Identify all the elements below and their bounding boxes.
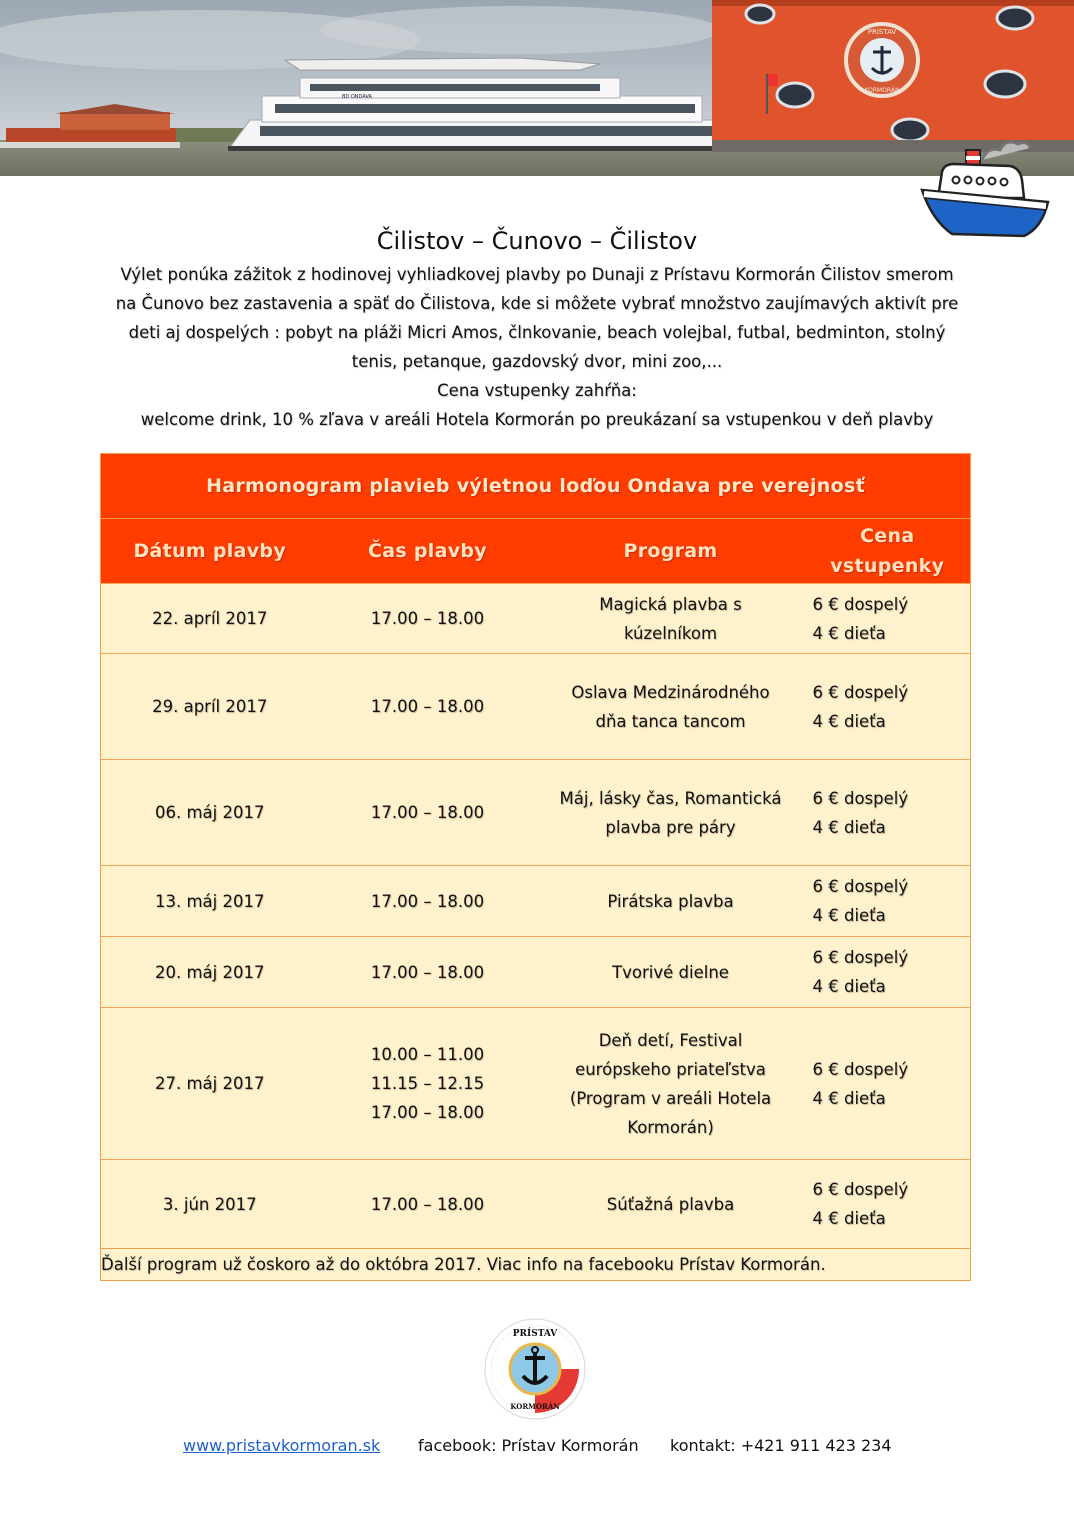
- time-line: 17.00 – 18.00: [370, 609, 485, 628]
- table-row: [101, 937, 971, 1008]
- row-price: [805, 937, 971, 1008]
- price-includes-label: Cena vstupenky zahŕňa:: [437, 381, 637, 400]
- footer-note: Ďalší program už čoskoro až do októbra 2017. Viac info na facebooku Prístav Kormorán.: [101, 1249, 971, 1281]
- row-date: 06. máj 2017: [101, 760, 319, 866]
- program-line: Kormorán): [627, 1117, 714, 1137]
- time-line: 17.00 – 18.00: [370, 891, 485, 911]
- description-line: deti aj dospelých : pobyt na pláži Micri Amos, člnkovanie, beach volejbal, futbal, bedminton, stolný: [128, 323, 946, 342]
- row-program: [537, 760, 805, 866]
- row-date: 29. apríl 2017: [101, 654, 319, 760]
- contacts-footer: [0, 1436, 1074, 1460]
- table-footer-row: [101, 1249, 971, 1281]
- row-date: 3. jún 2017: [101, 1160, 319, 1249]
- price-line: 6 € dospelý: [812, 877, 909, 896]
- row-time: [319, 760, 537, 866]
- row-program: [537, 866, 805, 937]
- row-price: [805, 584, 971, 654]
- row-time: [319, 654, 537, 760]
- schedule-title: Harmonogram plavieb výletnou loďou Ondava pre verejnosť: [101, 454, 971, 519]
- table-row: [101, 760, 971, 866]
- description-line: tenis, petanque, gazdovský dvor, mini zoo,...: [351, 352, 723, 371]
- table-row: [101, 584, 971, 654]
- price-line: 4 € dieťa: [812, 977, 886, 996]
- table-row: [101, 1008, 971, 1160]
- row-program: [537, 937, 805, 1008]
- row-time: [319, 866, 537, 937]
- website-link[interactable]: www.pristavkormoran.sk: [183, 1436, 381, 1455]
- program-line: európskeho priateľstva: [575, 1059, 766, 1079]
- time-line: 17.00 – 18.00: [370, 962, 485, 982]
- logo-top-text: PRÍSTAV: [512, 1329, 558, 1339]
- price-line: 4 € dieťa: [812, 1209, 886, 1228]
- price-line: 4 € dieťa: [812, 817, 886, 837]
- header-program: Program: [537, 519, 805, 584]
- header-time: Čas plavby: [319, 519, 537, 584]
- header-date: Dátum plavby: [101, 519, 319, 584]
- program-line: Tvorivé dielne: [612, 962, 729, 982]
- table-row: [101, 1160, 971, 1249]
- header-price-line: Cena: [860, 525, 915, 547]
- program-line: plavba pre páry: [605, 817, 736, 837]
- price-includes-text: welcome drink, 10 % zľava v areáli Hotela Kormorán po preukázaní sa vstupenkou v deň plavby: [140, 410, 934, 429]
- header-price: [805, 519, 971, 584]
- row-date: 27. máj 2017: [101, 1008, 319, 1160]
- row-date: 20. máj 2017: [101, 937, 319, 1008]
- time-line: 17.00 – 18.00: [370, 697, 485, 716]
- price-line: 4 € dieťa: [812, 711, 886, 731]
- price-line: 4 € dieťa: [812, 623, 886, 643]
- row-date: 22. apríl 2017: [101, 584, 319, 654]
- intro-section: [60, 222, 1014, 434]
- row-price: [805, 654, 971, 760]
- row-time: [319, 1160, 537, 1249]
- table-row: [101, 866, 971, 937]
- price-line: 6 € dospelý: [812, 594, 909, 614]
- row-time: [319, 584, 537, 654]
- row-date: 13. máj 2017: [101, 866, 319, 937]
- row-price: [805, 760, 971, 866]
- table-row: [101, 654, 971, 760]
- price-line: 6 € dospelý: [812, 1180, 909, 1199]
- row-program: [537, 654, 805, 760]
- pristav-kormoran-logo: [480, 1316, 590, 1422]
- program-line: Máj, lásky čas, Romantická: [559, 788, 782, 808]
- price-line: 6 € dospelý: [812, 682, 909, 702]
- header-photo: [0, 0, 1074, 176]
- row-program: [537, 584, 805, 654]
- price-line: 4 € dieťa: [812, 906, 886, 925]
- program-line: Pirátska plavba: [607, 891, 734, 911]
- logo-bottom-text: KORMORÁN: [510, 1402, 560, 1411]
- price-line: 4 € dieťa: [812, 1088, 886, 1108]
- facebook-text: facebook: Prístav Kormorán: [418, 1436, 639, 1455]
- page-title: Čilistov – Čunovo – Čilistov: [376, 227, 698, 255]
- table-header-row: [101, 519, 971, 584]
- building-sign-bottom: KORMORÁN: [864, 87, 900, 94]
- row-price: [805, 1160, 971, 1249]
- program-line: (Program v areáli Hotela: [569, 1088, 772, 1108]
- boat-name-top-text: BD ONDAVA: [342, 94, 372, 100]
- row-program: [537, 1008, 805, 1160]
- program-line: Súťažná plavba: [606, 1194, 735, 1214]
- contact-phone: kontakt: +421 911 423 234: [670, 1436, 892, 1455]
- time-line: 11.15 – 12.15: [370, 1074, 485, 1093]
- row-time: [319, 937, 537, 1008]
- program-line: Deň detí, Festival: [598, 1030, 743, 1050]
- program-line: kúzelníkom: [623, 623, 718, 643]
- price-line: 6 € dospelý: [812, 1059, 909, 1079]
- building-sign-top: PRÍSTAV: [867, 28, 897, 36]
- row-price: [805, 1008, 971, 1160]
- header-price-line: vstupenky: [830, 555, 945, 577]
- program-line: dňa tanca tancom: [595, 711, 746, 731]
- row-time: [319, 1008, 537, 1160]
- schedule-table: [100, 453, 971, 1281]
- program-line: Magická plavba s: [599, 594, 742, 614]
- program-line: Oslava Medzinárodného: [571, 682, 770, 702]
- price-line: 6 € dospelý: [812, 788, 909, 808]
- description-line: Výlet ponúka zážitok z hodinovej vyhliadkovej plavby po Dunaji z Prístavu Kormorán Čilistov smerom: [120, 265, 954, 284]
- price-line: 6 € dospelý: [812, 948, 909, 967]
- time-line: 17.00 – 18.00: [370, 1194, 485, 1214]
- time-line: 10.00 – 11.00: [370, 1045, 485, 1064]
- time-line: 17.00 – 18.00: [370, 803, 485, 822]
- description-line: na Čunovo bez zastavenia a späť do Čilistova, kde si môžete vybrať množstvo zaujímavých aktivít pre: [115, 294, 959, 313]
- time-line: 17.00 – 18.00: [370, 1103, 485, 1122]
- row-price: [805, 866, 971, 937]
- row-program: [537, 1160, 805, 1249]
